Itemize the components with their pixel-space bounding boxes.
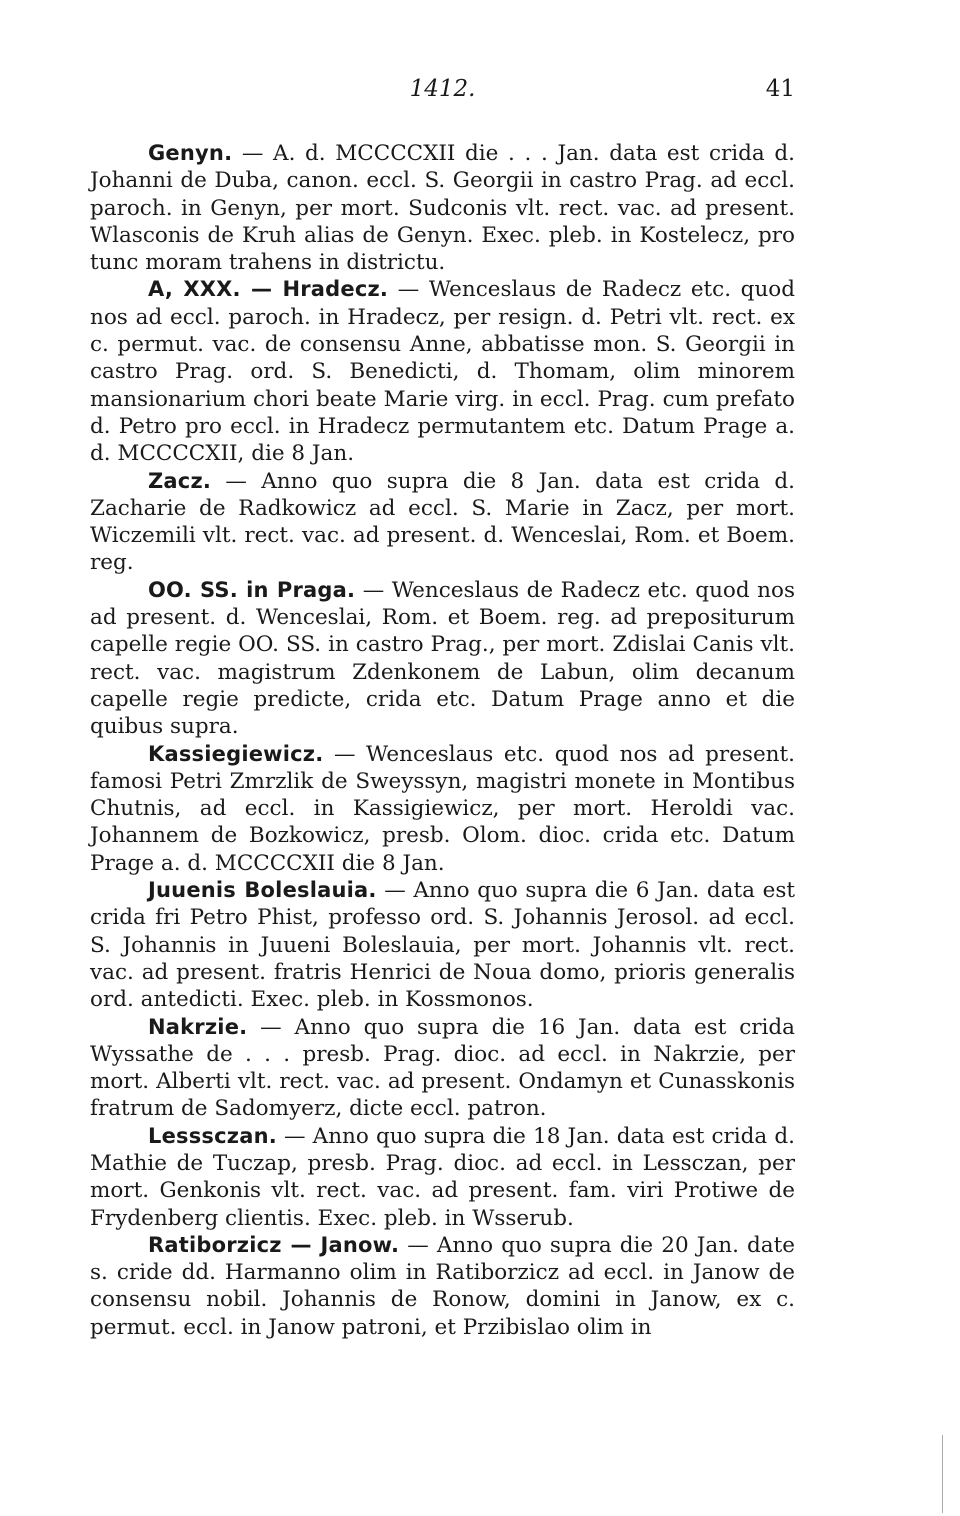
entry-oo-ss-praga xyxy=(90,577,795,741)
entry-text: — Anno quo supra die 16 Jan. data est crida Wyssathe de . . . presb. Prag. dioc. ad eccl. in Nakrzie, per mort. Alberti vlt. rect. vac. ad present. Ondamyn et Cunasskonis fratrum de Sadomyerz, dicte eccl. patron. xyxy=(90,1014,795,1122)
page-header xyxy=(90,70,795,110)
entry-keyword: Nakrzie. xyxy=(148,1014,248,1039)
entry-text: — Anno quo supra die 18 Jan. data est crida d. Mathie de Tuczap, presb. Prag. dioc. ad eccl. in Lessczan, per mort. Genkonis vlt. rect. vac. ad present. fam. viri Protiwe de Frydenberg clientis. Exec. pleb. in Wsserub. xyxy=(90,1123,795,1231)
entry-keyword: Juuenis Boleslauia. xyxy=(148,878,377,903)
document-body xyxy=(90,140,795,1341)
entry-ratiborzicz-janow xyxy=(90,1232,795,1341)
entry-keyword: Genyn. xyxy=(148,141,233,165)
entry-text: — Wenceslaus de Radecz etc. quod nos ad eccl. paroch. in Hradecz, per resign. d. Petri vlt. rect. ex c. permut. vac. de consensu Anne, abbatisse mon. S. Georgii in castro Prag. ord. S. Benedicti, d. Thomam, olim minorem mansionarium chori beate Marie virg. in eccl. Prag. cum prefato d. Petro pro eccl. in Hradecz permutantem etc. Datum Prage a. d. MCCCCXII, die 8 Jan. xyxy=(90,277,795,467)
entry-keyword: OO. SS. in Praga. xyxy=(148,577,356,602)
entry-hradecz xyxy=(90,276,795,467)
entry-keyword: Kassiegiewicz. xyxy=(148,741,324,766)
entry-juuenis-boleslauia xyxy=(90,877,795,1013)
entry-kassiegiewicz xyxy=(90,741,795,877)
entry-keyword: Ratiborzicz — Janow. xyxy=(148,1232,400,1257)
entry-text: — Wenceslaus etc. quod nos ad present. famosi Petri Zmrzlik de Sweyssyn, magistri monete in Montibus Chutnis, ad eccl. in Kassigiewicz, per mort. Heroldi vac. Johannem de Bozkowicz, presb. Olom. dioc. crida etc. Datum Prage a. d. MCCCCXII die 8 Jan. xyxy=(90,741,795,876)
entry-zacz xyxy=(90,468,795,577)
entry-text: — Anno quo supra die 20 Jan. date s. cride dd. Harmanno olim in Ratiborzicz ad eccl. in Janow de consensu nobil. Johannis de Ronow, domini in Janow, ex c. permut. eccl. in Janow patroni, et Przibislao olim in xyxy=(90,1232,795,1340)
entry-keyword: A, XXX. — Hradecz. xyxy=(148,277,389,302)
entry-nakrzie xyxy=(90,1014,795,1123)
entry-genyn xyxy=(90,140,795,276)
running-head-year: 1412. xyxy=(409,76,476,102)
page-number: 41 xyxy=(765,76,795,102)
entry-text: — Anno quo supra die 8 Jan. data est crida d. Zacharie de Radkowicz ad eccl. S. Marie in Zacz, per mort. Wiczemili vlt. rect. vac. ad present. d. Wenceslai, Rom. et Boem. reg. xyxy=(90,468,795,576)
entry-keyword: Zacz. xyxy=(148,468,212,493)
scan-edge-mark xyxy=(942,1435,946,1513)
entry-text: — Wenceslaus de Radecz etc. quod nos ad present. d. Wenceslai, Rom. et Boem. reg. ad prepositurum capelle regie OO. SS. in castro Prag., per mort. Zdislai Canis vlt. rect. vac. magistrum Zdenkonem de Labun, olim decanum capelle regie predicte, crida etc. Datum Prage anno et die quibus supra. xyxy=(90,577,795,740)
entry-keyword: Lesssczan. xyxy=(148,1123,277,1148)
entry-lessczan xyxy=(90,1123,795,1232)
entry-text: — Anno quo supra die 6 Jan. data est crida fri Petro Phist, professo ord. S. Johannis Jerosol. ad eccl. S. Johannis in Juueni Boleslauia, per mort. Johannis vlt. rect. vac. ad present. fratris Henrici de Noua domo, prioris generalis ord. antedicti. Exec. pleb. in Kossmonos. xyxy=(90,878,795,1013)
entry-text: — A. d. MCCCCXII die . . . Jan. data est crida d. Johanni de Duba, canon. eccl. S. Georgii in castro Prag. ad eccl. paroch. in Genyn, per mort. Sudconis vlt. rect. vac. ad present. Wlasconis de Kruh alias de Genyn. Exec. pleb. in Kostelecz, pro tunc moram trahens in districtu. xyxy=(90,141,795,276)
